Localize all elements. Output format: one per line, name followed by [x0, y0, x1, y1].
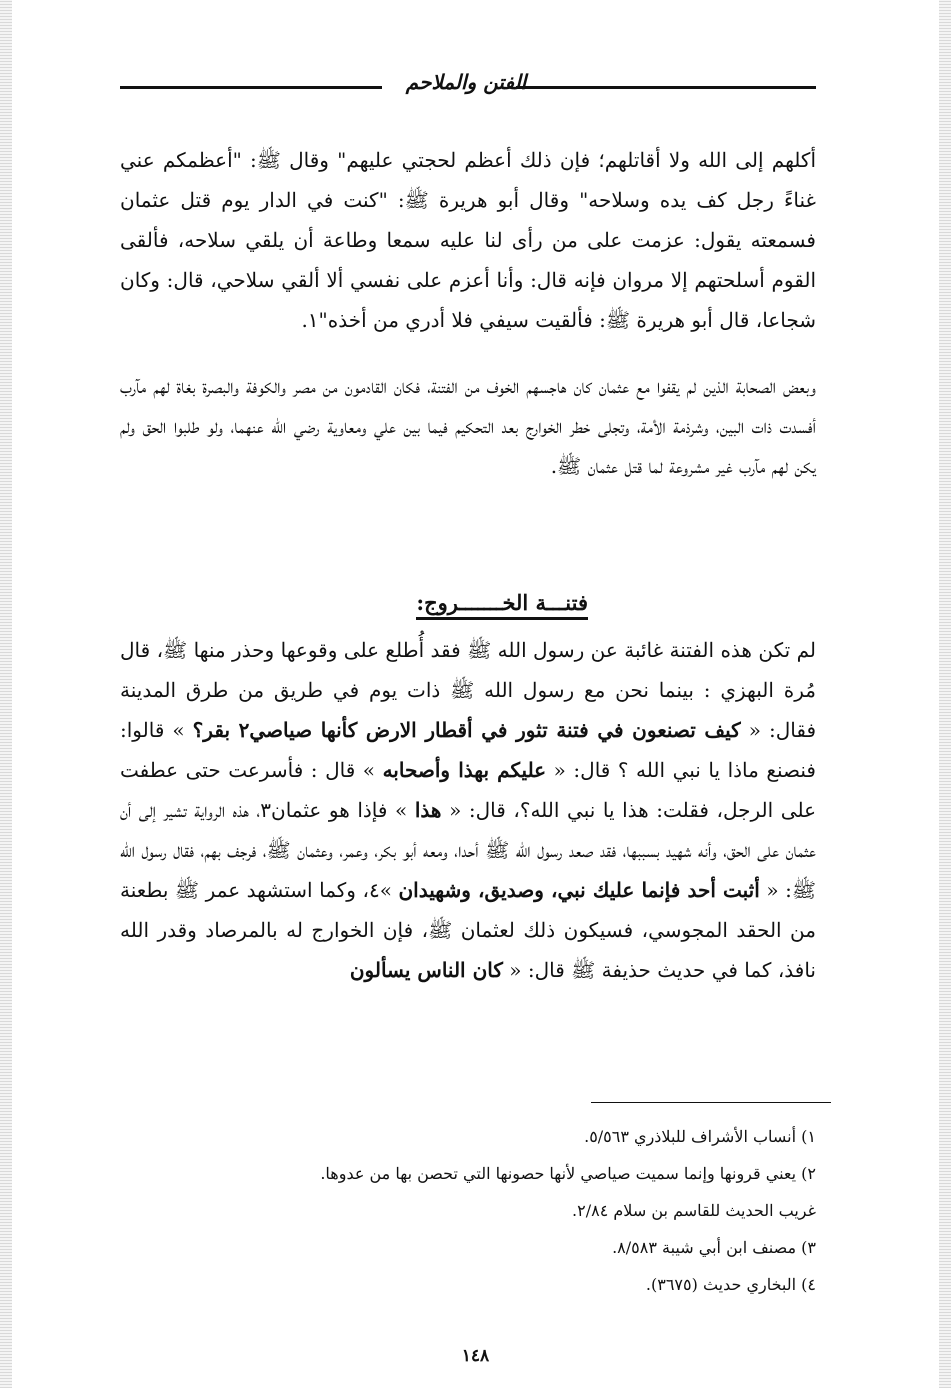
text-run: » قالوا: فنصنع ماذا يا نبي الله ؟ قال: «: [120, 718, 816, 782]
footnote-3: ٣) مصنف ابن أبي شيبة ٨/٥٨٣.: [612, 1238, 816, 1257]
footnote-1: ١) أنساب الأشراف للبلاذري ٥/٥٦٣.: [584, 1127, 816, 1146]
paragraph-1: أكلهم إلى الله ولا أقاتلهم؛ فإن ذلك أعظم لحجتي عليهم" وقال ﷺ: "أعظمكم عني غناءً رجل كف يده وسلاحه" وقال أبو هريرة ﷺ: "كنت في الدار يوم قتل عثمان فسمعته يقول: عزمت على من رأى لنا عليه سمعا وطاعة أن يلقي سلاحه، فألقى القوم أسلحتهم إلا مروان فإنه قال: وأنا أعزم على نفسي ألا ألقي سلاحي، قال: وكان شجاعا، قال أبو هريرة ﷺ: فألقيت سيفي فلا أدري من أخذه"١.: [120, 148, 816, 332]
scan-edge-left: [0, 0, 12, 1388]
text-run: » فإذا هو عثمان٣، هذه الرواية تشير إلى أن عثمان على الحق، وأنه شهيد بسببها، فقد صعد رسول الله ﷺ أحدا، ومعه أبو بكر، وعمر، وعثمان ﷺ، فرجف بهم، فقال رسول الله ﷺ: «: [120, 798, 817, 902]
paragraph-3: [120, 630, 816, 990]
header-title: الفتن والملاحم: [405, 70, 527, 94]
section-title: فتنـــة الخـــــــروج:: [416, 590, 588, 620]
footnote-separator: [591, 1102, 831, 1103]
page-number: ١٤٨: [461, 1346, 490, 1366]
hadith-quote: هذا: [414, 798, 442, 822]
header-rule-left: [120, 86, 382, 89]
paragraph-2: وبعض الصحابة الذين لم يقفوا مع عثمان كان هاجسهم الخوف من الفتنة، فكان القادمون من مصر والكوفة والبصرة بغاة لهم مآرب أفسدت ذات البين، وشرذمة الأمة، وتجلى خطر الخوارج بعد التحكيم فيما بين علي ومعاوية رضي الله عنهما، ولو طلبوا الحق ولم يكن لهم مآرب غير مشروعة لما قتل عثمان ﷺ.: [120, 374, 816, 478]
footnote-4: ٤) البخاري حديث (٣٦٧٥).: [645, 1275, 816, 1294]
running-header: [120, 68, 816, 108]
text-run: » قال : فأسرعت حتى عطفت على الرجل، فقلت: هذا يا نبي الله؟، قال: «: [120, 758, 817, 822]
hadith-quote: أثبت أحد فإنما عليك نبي، وصديق، وشهيدان: [398, 878, 760, 902]
footnote-2-continued: غريب الحديث للقاسم بن سلام ٢/٨٤.: [572, 1201, 816, 1220]
hadith-quote: كيف تصنعون في فتنة تثور في أقطار الارض كأنها صياصي٢ بقر؟: [192, 718, 741, 742]
header-rule-right: [516, 86, 816, 89]
text-run: لم تكن هذه الفتنة غائبة عن رسول الله ﷺ فقد أُطلع على وقوعها وحذر منها ﷺ، قال مُرة البهزي : بينما نحن مع رسول الله ﷺ ذات يوم في طريق من طرق المدينة فقال: «: [120, 638, 817, 742]
text-run: »٤، وكما استشهد عمر ﷺ بطعنة من الحقد المجوسي، فسيكون ذلك لعثمان ﷺ، فإن الخوارج له بالمرصاد وقدر الله نافذ، كما في حديث حذيفة ﷺ قال: «: [120, 878, 816, 982]
section-heading: [120, 590, 816, 620]
scan-edge-right: [939, 0, 951, 1388]
hadith-quote: عليكم بهذا وأصحابه: [382, 758, 547, 782]
footnotes: [120, 1118, 816, 1303]
footnote-2: ٢) يعني قرونها وإنما سميت صياصي لأنها حصونها التي تحصن بها من عدوها.: [320, 1164, 816, 1183]
hadith-quote: كان الناس يسألون: [349, 958, 503, 982]
